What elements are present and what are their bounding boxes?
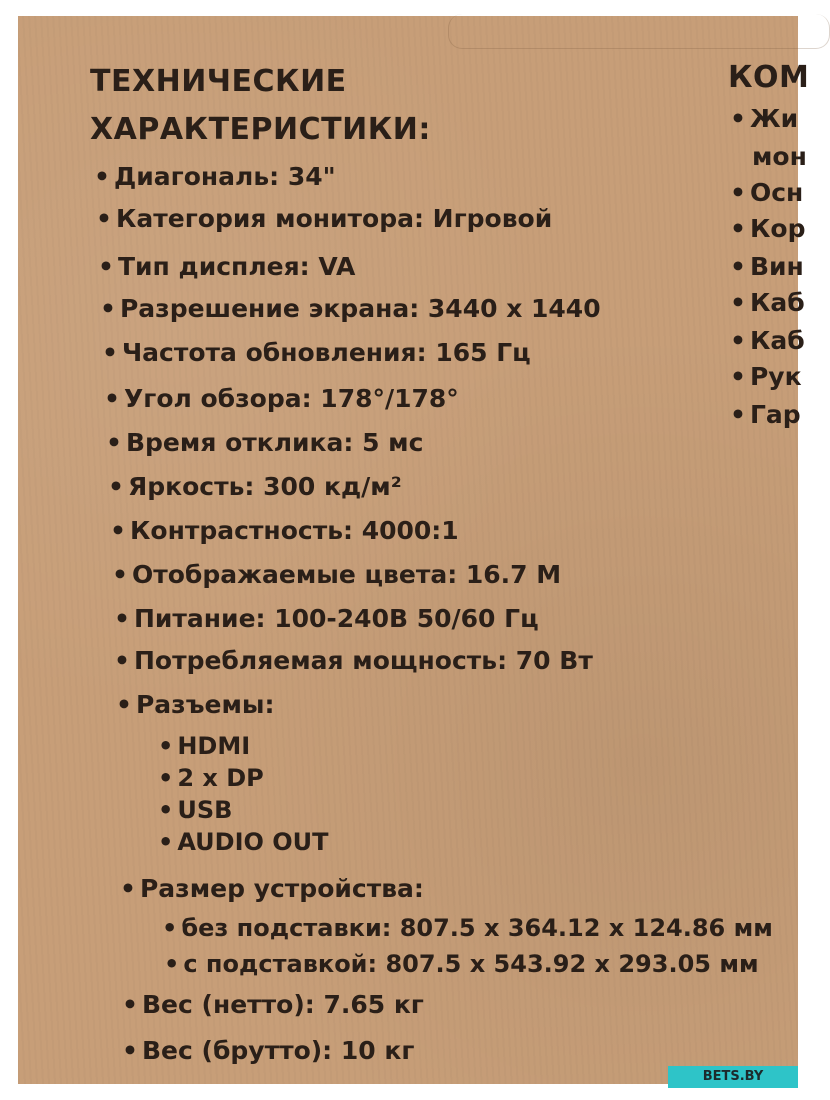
package-item: • Каб bbox=[730, 288, 805, 317]
package-item: • Осн bbox=[730, 178, 803, 207]
connector-item: • AUDIO OUT bbox=[158, 828, 329, 856]
box-flap-edge bbox=[448, 14, 830, 49]
site-watermark: BETS.BY bbox=[668, 1066, 798, 1088]
spec-item: • Разрешение экрана: 3440 x 1440 bbox=[100, 294, 601, 323]
spec-item: • Диагональ: 34" bbox=[94, 162, 336, 191]
spec-item: • Яркость: 300 кд/м² bbox=[108, 472, 402, 501]
package-item-continuation: мон bbox=[752, 142, 807, 171]
connector-item: • USB bbox=[158, 796, 232, 824]
spec-item: • Потребляемая мощность: 70 Вт bbox=[114, 646, 593, 675]
spec-weight-gross: • Вес (брутто): 10 кг bbox=[122, 1036, 414, 1065]
package-item: • Рук bbox=[730, 362, 802, 391]
spec-size-item: • без подставки: 807.5 x 364.12 x 124.86 мм bbox=[162, 914, 773, 942]
cardboard-photo bbox=[18, 16, 810, 1084]
connector-item: • 2 x DP bbox=[158, 764, 264, 792]
spec-item: • Контрастность: 4000:1 bbox=[110, 516, 459, 545]
package-item: • Вин bbox=[730, 252, 804, 281]
spec-heading-line1: ТЕХНИЧЕСКИЕ bbox=[90, 64, 347, 99]
package-item: • Жи bbox=[730, 104, 798, 133]
package-item: • Каб bbox=[730, 326, 805, 355]
spec-item: • Разъемы: bbox=[116, 690, 275, 719]
spec-item: • Угол обзора: 178°/178° bbox=[104, 384, 459, 413]
package-item: • Гар bbox=[730, 400, 801, 429]
spec-item: • Питание: 100-240В 50/60 Гц bbox=[114, 604, 539, 633]
spec-size-label: • Размер устройства: bbox=[120, 874, 424, 903]
spec-size-item: • с подставкой: 807.5 x 543.92 x 293.05 мм bbox=[164, 950, 759, 978]
connector-item: • HDMI bbox=[158, 732, 250, 760]
spec-item: • Тип дисплея: VA bbox=[98, 252, 355, 281]
spec-heading-line2: ХАРАКТЕРИСТИКИ: bbox=[90, 112, 431, 147]
spec-item: • Категория монитора: Игровой bbox=[96, 204, 552, 233]
spec-item: • Время отклика: 5 мс bbox=[106, 428, 423, 457]
package-heading: КОМ bbox=[728, 60, 810, 95]
spec-item: • Отображаемые цвета: 16.7 M bbox=[112, 560, 561, 589]
spec-item: • Частота обновления: 165 Гц bbox=[102, 338, 531, 367]
package-item: • Кор bbox=[730, 214, 806, 243]
spec-weight-net: • Вес (нетто): 7.65 кг bbox=[122, 990, 424, 1019]
